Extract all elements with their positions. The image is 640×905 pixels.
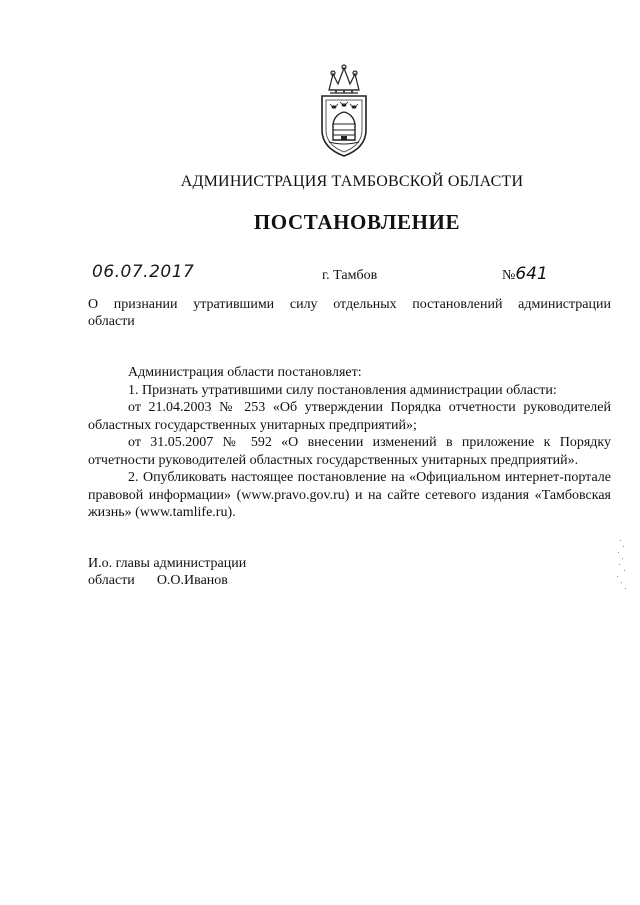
organization-name — [0, 173, 640, 191]
signatory-name: О.О.Иванов — [156, 573, 228, 588]
number-value: 641 — [515, 264, 548, 284]
body-item-1b: от 31.05.2007 № 592 «О внесении изменений в приложение к Порядку отчетности руководителей областных государственных унитарных предприятий». — [88, 435, 611, 468]
document-type — [0, 210, 640, 235]
body-item-2: 2. Опубликовать настоящее постановление на «Официальном интернет-портале правовой информации» (www.pravo.gov.ru) и на сайте сетевого издания «Тамбовская жизнь» (www.tamlife.ru). — [88, 470, 611, 520]
title-line-1: О признании утратившими силу отдельных постановлений администрации — [88, 297, 611, 312]
body-item-1: 1. Признать утратившими силу постановления администрации области: — [128, 382, 557, 398]
signature-line-2 — [88, 572, 246, 589]
body-intro: Администрация области постановляет: — [128, 365, 362, 380]
body-item-1a: от 21.04.2003 № 253 «Об утверждении Порядка отчетности руководителей областных государственных унитарных предприятий»; — [88, 400, 611, 433]
document-city: г. Тамбов — [322, 268, 378, 283]
signature-position-line-1: И.о. главы администрации — [88, 556, 247, 571]
document-number — [502, 264, 548, 284]
document-date: 06.07.2017 — [92, 262, 195, 282]
title-line-2: области — [88, 314, 135, 329]
organization-name-text: АДМИНИСТРАЦИЯ ТАМБОВСКОЙ ОБЛАСТИ — [180, 173, 524, 190]
signature-position-line-2: области — [88, 573, 135, 588]
margin-marks-decoration — [612, 538, 632, 598]
document-title — [88, 296, 611, 330]
signature-block — [88, 555, 246, 589]
document-body — [88, 364, 611, 522]
document-type-text: ПОСТАНОВЛЕНИЕ — [253, 210, 461, 234]
number-prefix: № — [502, 268, 516, 283]
coat-of-arms-icon — [313, 60, 375, 160]
